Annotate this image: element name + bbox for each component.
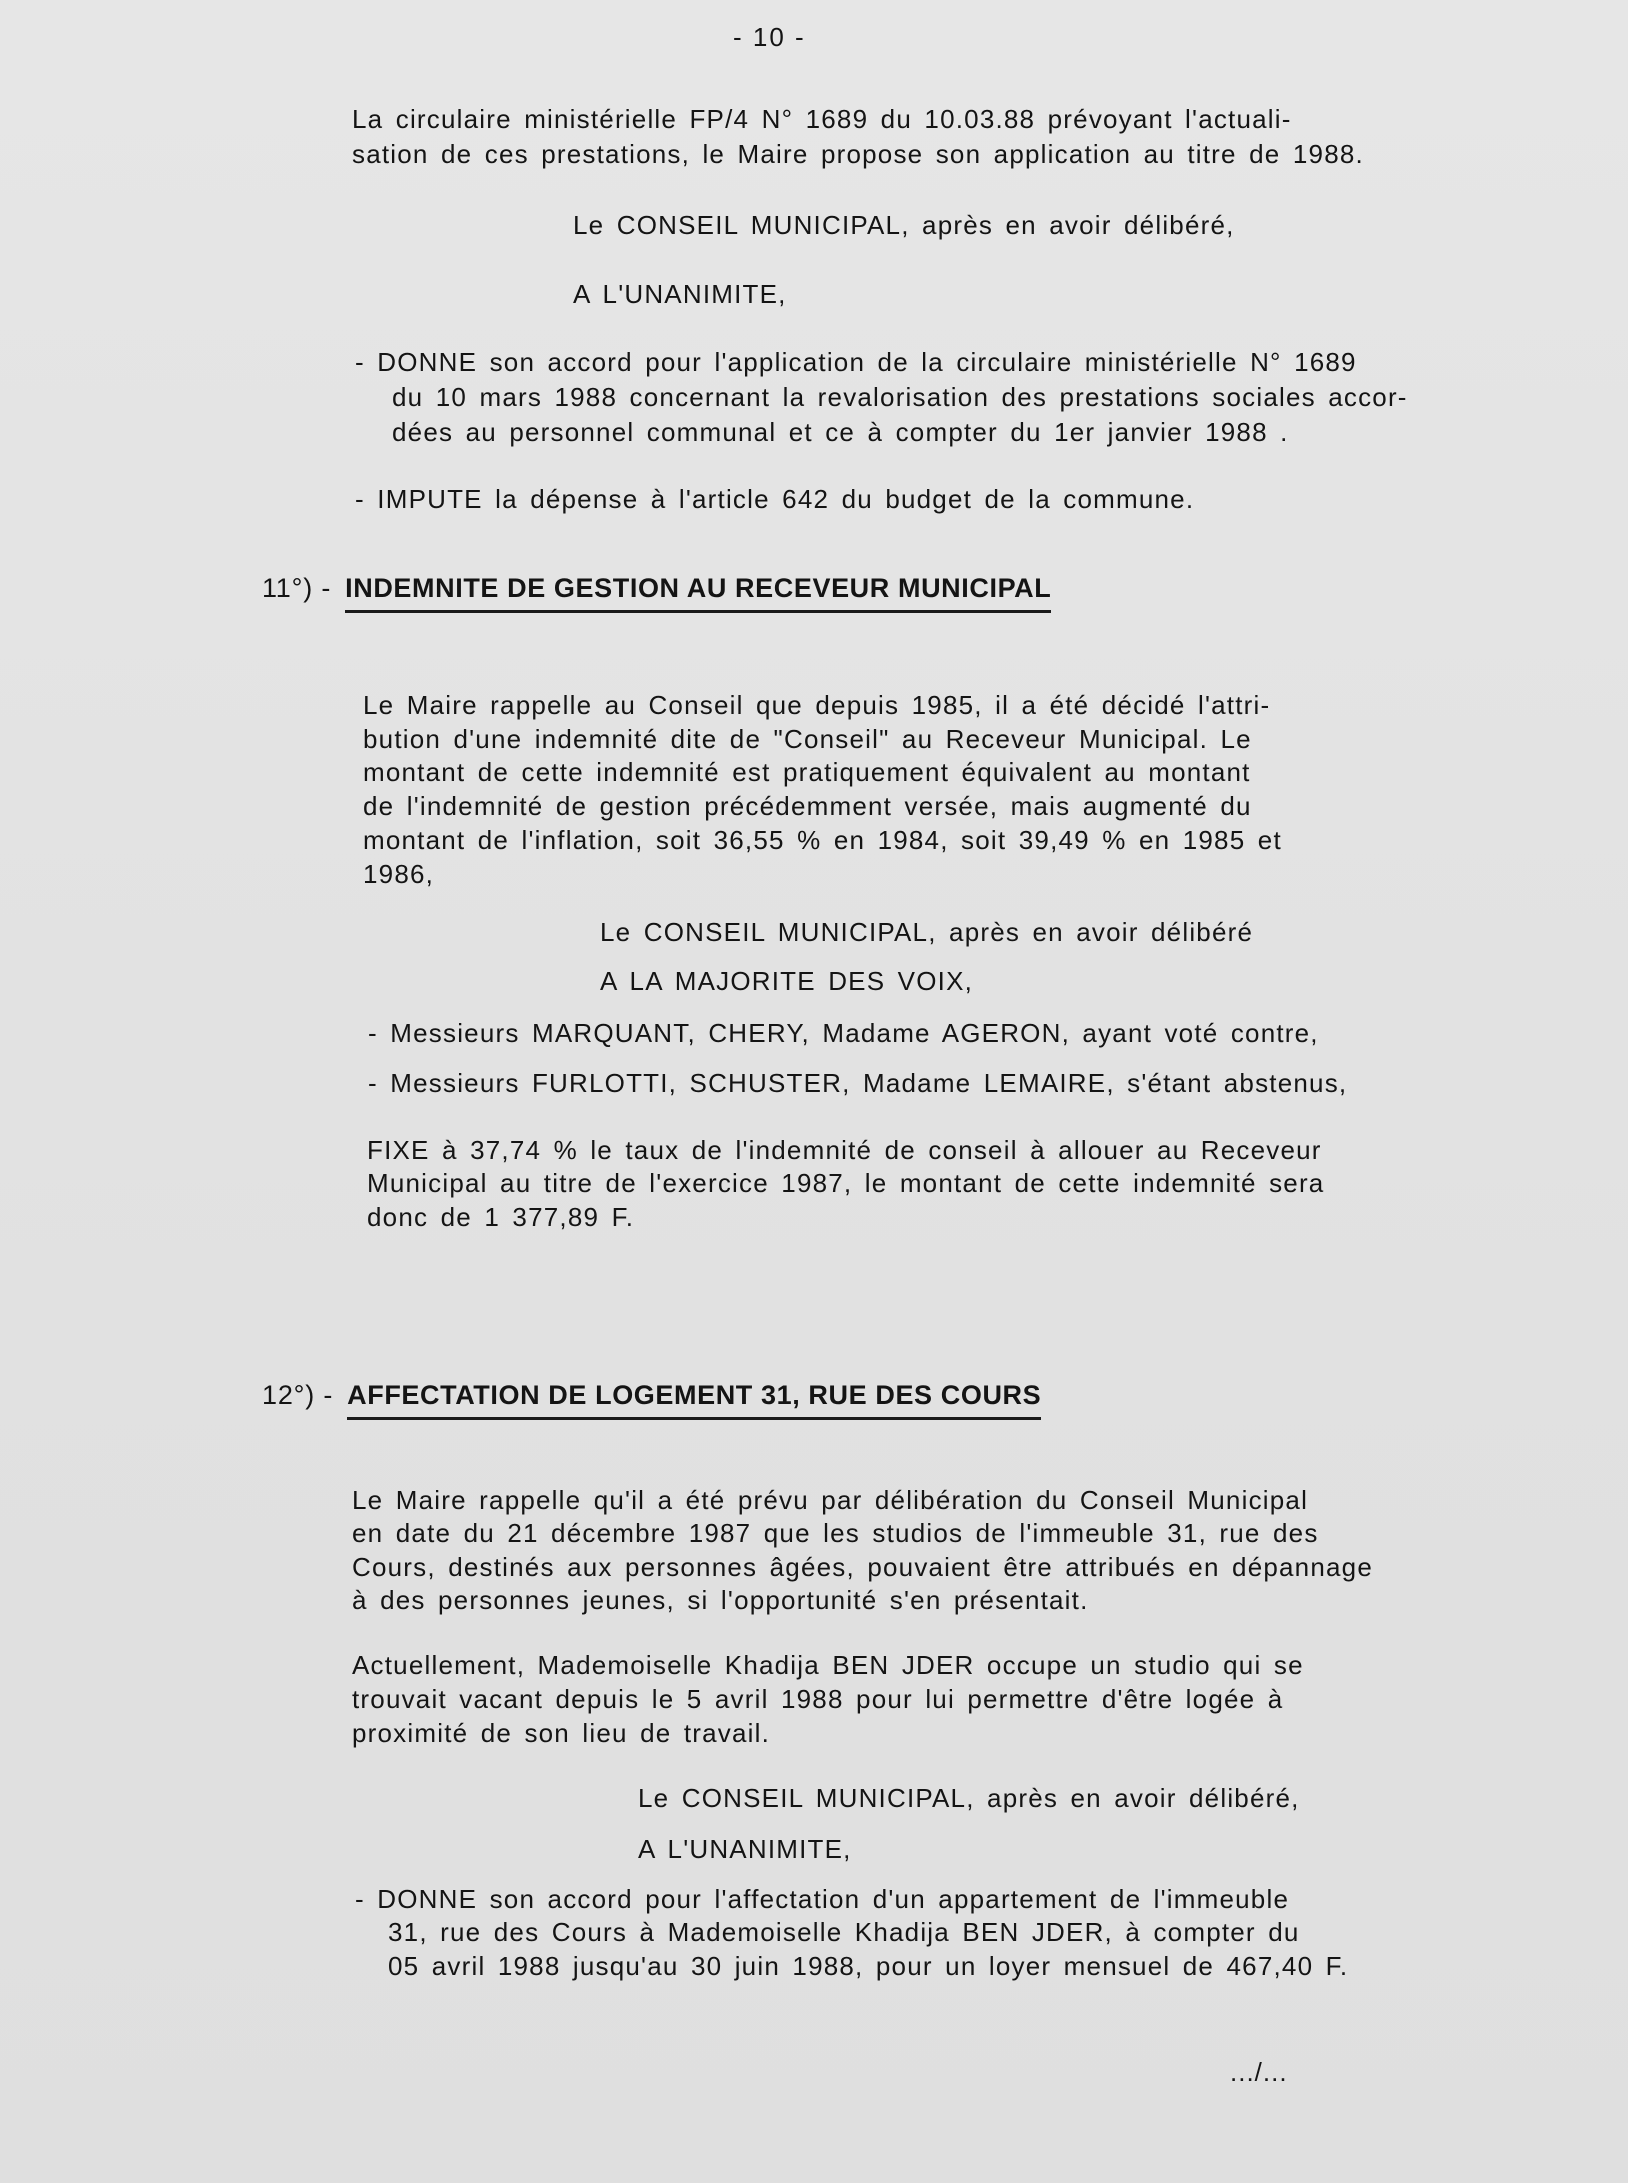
donne-line: dées au personnel communal et ce à compter du 1er janvier 1988 .	[392, 417, 1289, 447]
voted-against-line: - Messieurs MARQUANT, CHERY, Madame AGERON, ayant voté contre,	[368, 1018, 1319, 1048]
vote-result-line: A L'UNANIMITE,	[638, 1834, 852, 1864]
section-11-body-line: bution d'une indemnité dite de "Conseil" au Receveur Municipal. Le	[363, 724, 1252, 754]
fixe-line: FIXE à 37,74 % le taux de l'indemnité de conseil à allouer au Receveur	[367, 1135, 1322, 1165]
section-12-body-line: Cours, destinés aux personnes âgées, pouvaient être attribués en dépannage	[352, 1552, 1373, 1582]
section-number: 12°) -	[262, 1380, 334, 1410]
page-number: - 10 -	[733, 22, 806, 52]
continuation-mark: .../...	[1230, 2057, 1288, 2087]
donne-line: - DONNE son accord pour l'application de la circulaire ministérielle N° 1689	[355, 347, 1357, 377]
fixe-line: Municipal au titre de l'exercice 1987, le montant de cette indemnité sera	[367, 1168, 1325, 1198]
section-11-body-line: de l'indemnité de gestion précédemment versée, mais augmenté du	[363, 791, 1252, 821]
council-deliberation-line: Le CONSEIL MUNICIPAL, après en avoir délibéré,	[573, 210, 1235, 240]
vote-result-line: A L'UNANIMITE,	[573, 279, 787, 309]
section-12-body-line: à des personnes jeunes, si l'opportunité s'en présentait.	[352, 1585, 1089, 1615]
intro-line: La circulaire ministérielle FP/4 N° 1689 du 10.03.88 prévoyant l'actuali-	[352, 104, 1292, 134]
vote-result-line: A LA MAJORITE DES VOIX,	[600, 966, 974, 996]
section-12-body2-line: Actuellement, Mademoiselle Khadija BEN JDER occupe un studio qui se	[352, 1650, 1304, 1680]
section-11-body-line: montant de l'inflation, soit 36,55 % en 1984, soit 39,49 % en 1985 et	[363, 825, 1282, 855]
donne-line: - DONNE son accord pour l'affectation d'un appartement de l'immeuble	[355, 1884, 1290, 1914]
section-12-body2-line: proximité de son lieu de travail.	[352, 1718, 771, 1748]
section-title: AFFECTATION DE LOGEMENT 31, RUE DES COURS	[347, 1379, 1041, 1420]
impute-line: - IMPUTE la dépense à l'article 642 du budget de la commune.	[355, 484, 1195, 514]
council-deliberation-line: Le CONSEIL MUNICIPAL, après en avoir délibéré	[600, 917, 1254, 947]
section-11-body-line: Le Maire rappelle au Conseil que depuis 1985, il a été décidé l'attri-	[363, 690, 1271, 720]
section-11-body-line: 1986,	[363, 859, 435, 889]
intro-line: sation de ces prestations, le Maire propose son application au titre de 1988.	[352, 139, 1364, 169]
abstained-line: - Messieurs FURLOTTI, SCHUSTER, Madame LEMAIRE, s'étant abstenus,	[368, 1068, 1348, 1098]
section-11-body-line: montant de cette indemnité est pratiquement équivalent au montant	[363, 757, 1251, 787]
section-12-body-line: Le Maire rappelle qu'il a été prévu par délibération du Conseil Municipal	[352, 1485, 1309, 1515]
section-title: INDEMNITE DE GESTION AU RECEVEUR MUNICIPAL	[345, 572, 1051, 613]
section-12-heading	[262, 1379, 1041, 1420]
donne-line: du 10 mars 1988 concernant la revalorisation des prestations sociales accor-	[392, 382, 1408, 412]
section-11-heading	[262, 572, 1051, 613]
section-number: 11°) -	[262, 573, 332, 603]
donne-line: 31, rue des Cours à Mademoiselle Khadija BEN JDER, à compter du	[388, 1917, 1300, 1947]
section-12-body-line: en date du 21 décembre 1987 que les studios de l'immeuble 31, rue des	[352, 1518, 1319, 1548]
donne-line: 05 avril 1988 jusqu'au 30 juin 1988, pour un loyer mensuel de 467,40 F.	[388, 1951, 1349, 1981]
section-12-body2-line: trouvait vacant depuis le 5 avril 1988 pour lui permettre d'être logée à	[352, 1684, 1284, 1714]
fixe-line: donc de 1 377,89 F.	[367, 1202, 635, 1232]
council-deliberation-line: Le CONSEIL MUNICIPAL, après en avoir délibéré,	[638, 1783, 1300, 1813]
